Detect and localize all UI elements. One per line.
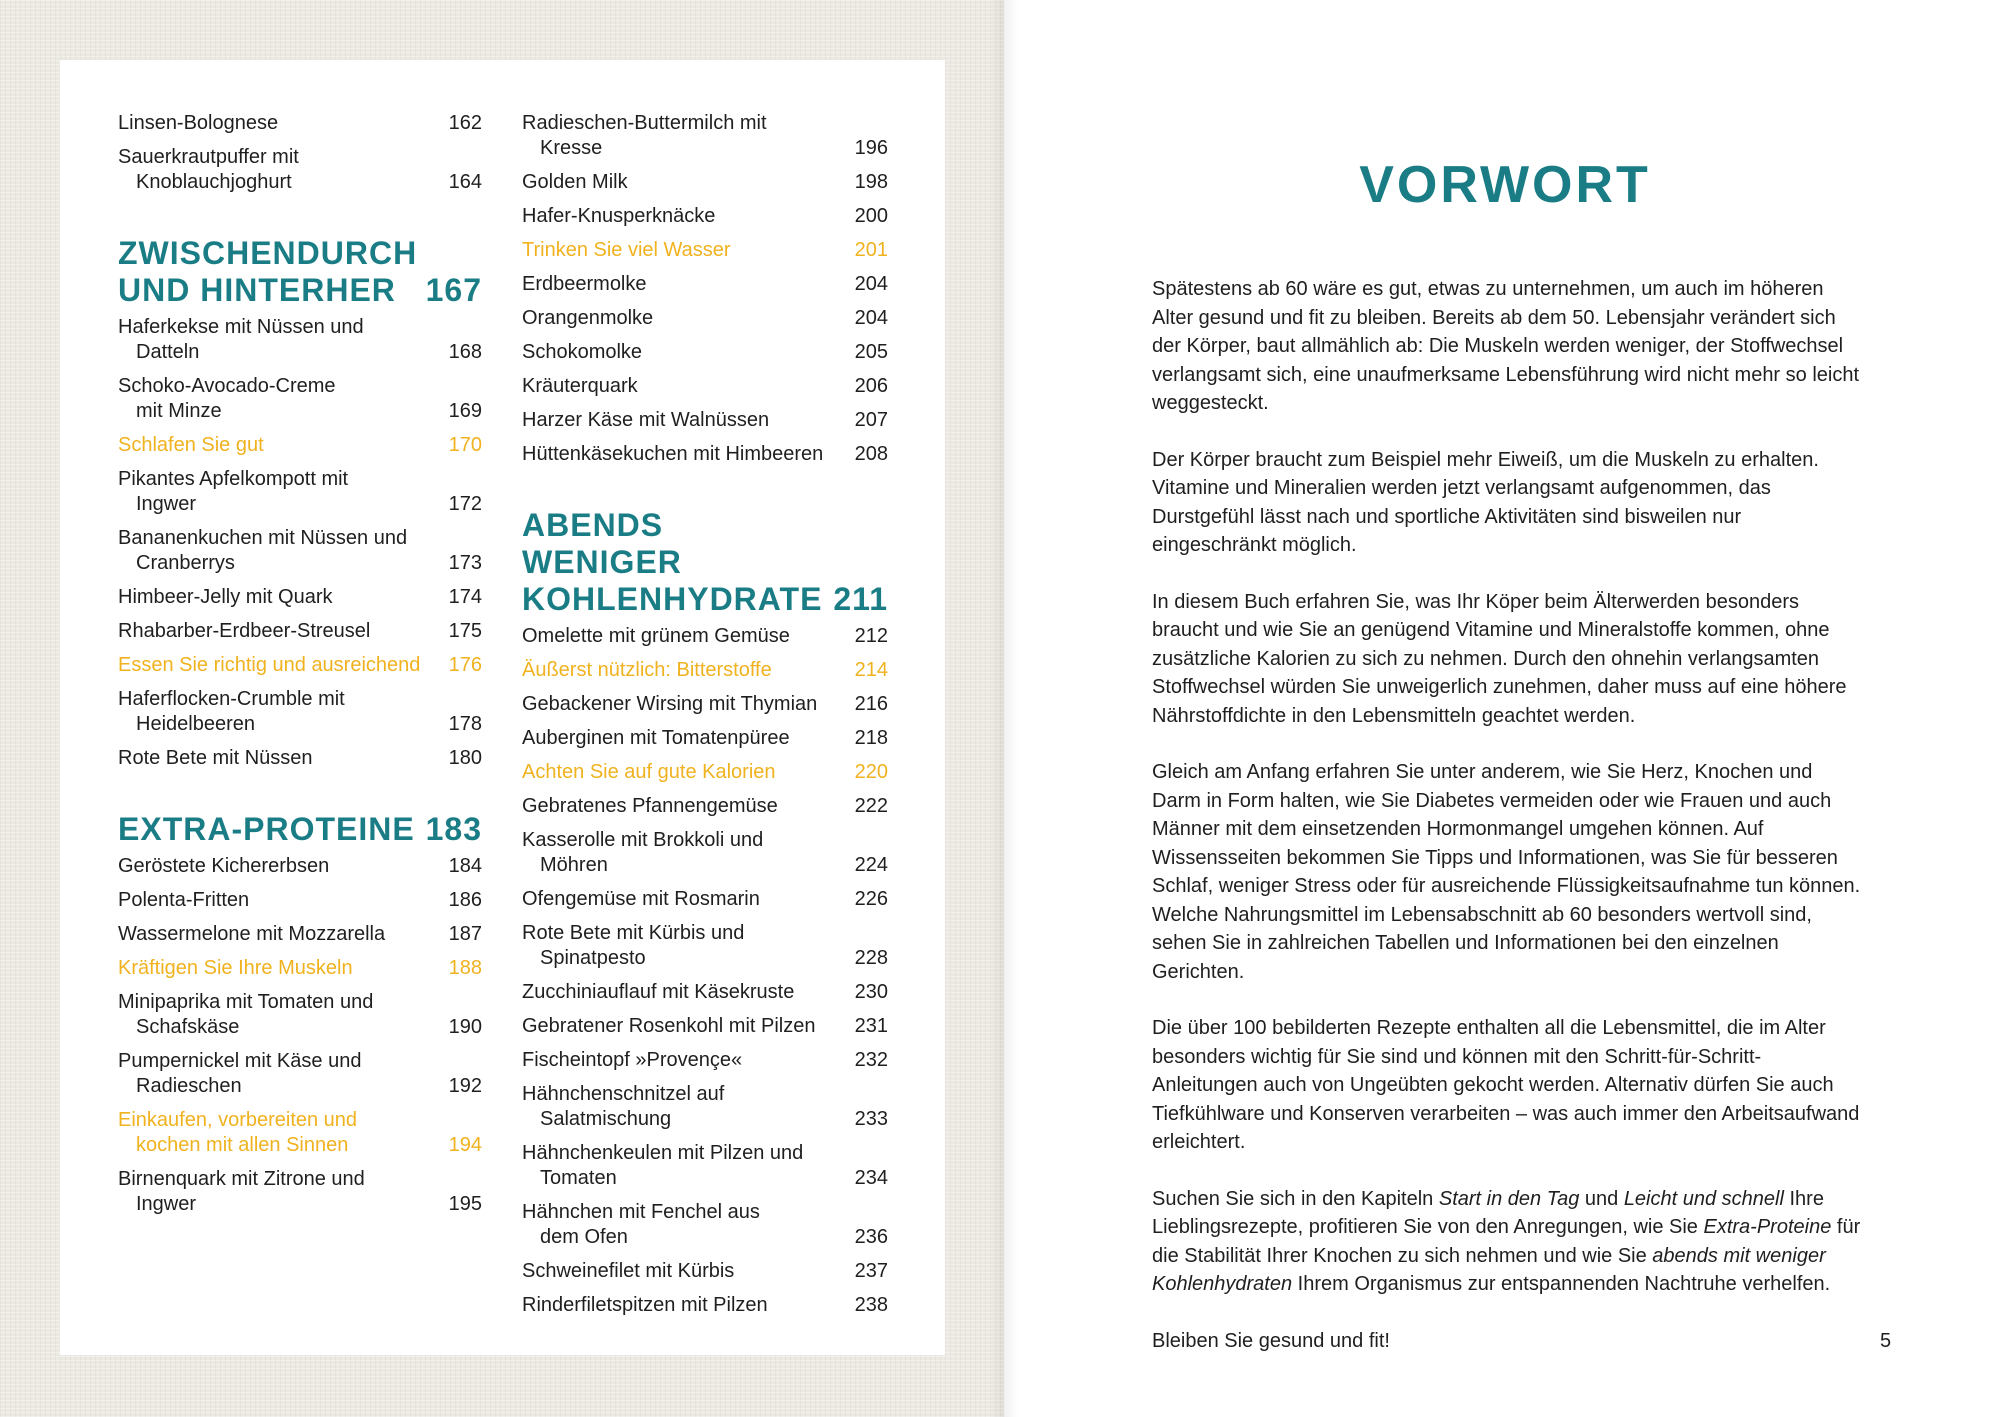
toc-entry-title-line: Orangenmolke: [522, 307, 654, 329]
toc-recipe-entry: [522, 921, 888, 971]
toc-recipe-entry: [522, 408, 888, 433]
toc-page-number: 195: [448, 1193, 482, 1215]
toc-info-entry: [522, 658, 888, 683]
toc-entry-title: [522, 204, 836, 229]
toc-page-number: 214: [854, 659, 888, 681]
toc-entry-title: [522, 374, 836, 399]
toc-info-entry: [522, 238, 888, 263]
toc-section-heading: [118, 235, 482, 309]
foreword-text: In diesem Buch erfahren Sie, was Ihr Köper beim Älterwerden besonders braucht und wie Sie an genügend Vitamine und Mineralstoffe kommen, ohne zusätzliche Kalorien zu sich zu nehmen. Durch den ohnehin verlangsamten Stoffwechsel würden Sie unweigerlich zunehmen, daher muss auf eine höhere Nährstoffdichte in den Lebensmitteln geachtet werden.: [1152, 590, 1847, 727]
toc-recipe-entry: [522, 887, 888, 912]
foreword-emphasis: Start in den Tag: [1438, 1187, 1580, 1210]
toc-entry-title-line: Kresse: [540, 137, 603, 159]
toc-entry-title-line: Gebratener Rosenkohl mit Pilzen: [522, 1015, 816, 1037]
toc-page-number: 169: [448, 400, 482, 422]
toc-entry-title-line: Hähnchenschnitzel auf: [522, 1083, 725, 1105]
toc-entry-title-line: Erdbeermolke: [522, 273, 647, 295]
toc-recipe-entry: [522, 374, 888, 399]
toc-entry-title-line: Rote Bete mit Nüssen: [118, 747, 313, 769]
toc-entry-title: [118, 619, 430, 644]
toc-page-number: 170: [448, 434, 482, 456]
toc-recipe-entry: [522, 111, 888, 161]
foreword-text: Ihre Lieblingsrezepte, profitieren Sie von den Anregungen, wie Sie: [1152, 1187, 1824, 1238]
toc-page-number: 220: [854, 761, 888, 783]
foreword-emphasis: abends mit weniger Kohlenhydraten: [1152, 1244, 1826, 1295]
toc-entry-title: [522, 1014, 836, 1039]
toc-entry-title: [522, 442, 836, 467]
toc-recipe-entry: [118, 854, 482, 879]
toc-entry-title: [522, 658, 836, 683]
toc-entry-title-line: Schokomolke: [522, 341, 643, 363]
toc-entry-title: [118, 235, 418, 309]
foreword-text: Der Körper braucht zum Beispiel mehr Eiweiß, um die Muskeln zu erhalten. Vitamine und Mineralien werden jetzt verlangsamt aufgenommen, das Durstgefühl lässt nach und sportliche Aktivitäten sind bisweilen nur eingeschränkt möglich.: [1152, 448, 1819, 556]
toc-entry-title-line: Heidelbeeren: [136, 713, 255, 735]
toc-recipe-entry: [522, 692, 888, 717]
toc-page-number: 233: [854, 1108, 888, 1130]
toc-recipe-entry: [118, 990, 482, 1040]
foreword-text: für die Stabilität Ihrer Knochen zu sich nehmen und wie Sie: [1152, 1216, 1861, 1267]
toc-page-number: 184: [448, 855, 482, 877]
toc-info-entry: [118, 1108, 482, 1158]
toc-entry-title: [118, 467, 430, 517]
toc-entry-title: [118, 811, 418, 848]
toc-recipe-entry: [118, 145, 482, 195]
toc-page-number: 200: [854, 205, 888, 227]
toc-page-number: 183: [425, 811, 482, 847]
toc-page-number: 175: [448, 620, 482, 642]
toc-page-number: 234: [854, 1167, 888, 1189]
toc-entry-title-line: Auberginen mit Tomatenpüree: [522, 727, 790, 749]
toc-entry-title-line: Rhabarber-Erdbeer-Streusel: [118, 620, 371, 642]
toc-entry-title-line: Trinken Sie viel Wasser: [522, 239, 731, 261]
toc-entry-title: [522, 1048, 836, 1073]
toc-entry-title-line: Knoblauchjoghurt: [136, 171, 292, 193]
toc-info-entry: [118, 653, 482, 678]
foreword-paragraph: [1152, 1185, 1862, 1299]
toc-entry-title-line: Rote Bete mit Kürbis und: [522, 922, 745, 944]
toc-recipe-entry: [118, 1167, 482, 1217]
toc-entry-title: [522, 760, 836, 785]
foreword-emphasis: Extra-Proteine: [1703, 1216, 1832, 1238]
toc-recipe-entry: [522, 1293, 888, 1318]
toc-recipe-entry: [118, 687, 482, 737]
toc-entry-title-line: ABENDS WENIGER: [522, 507, 682, 580]
toc-info-entry: [118, 433, 482, 458]
toc-entry-title: [522, 507, 824, 618]
toc-entry-title: [522, 1200, 836, 1250]
toc-recipe-entry: [118, 619, 482, 644]
toc-page-number: 164: [448, 171, 482, 193]
toc-page-number: 188: [448, 957, 482, 979]
toc-entry-title-line: Schlafen Sie gut: [118, 434, 264, 456]
toc-entry-title-line: Wassermelone mit Mozzarella: [118, 923, 386, 945]
toc-entry-title-line: Polenta-Fritten: [118, 889, 250, 911]
toc-entry-title: [522, 794, 836, 819]
toc-entry-title: [522, 692, 836, 717]
toc-entry-title: [118, 374, 430, 424]
toc-entry-title-line: Ingwer: [136, 493, 197, 515]
toc-entry-title-line: Äußerst nützlich: Bitterstoffe: [522, 659, 772, 681]
toc-page-number: 190: [448, 1016, 482, 1038]
toc-entry-title: [522, 272, 836, 297]
toc-entry-title-line: Golden Milk: [522, 171, 628, 193]
toc-entry-title-line: Schoko-Avocado-Creme: [118, 375, 336, 397]
toc-entry-title-line: Radieschen-Buttermilch mit: [522, 112, 767, 134]
foreword-paragraph: [1152, 1327, 1862, 1356]
toc-entry-title: [118, 990, 430, 1040]
toc-recipe-entry: [118, 1049, 482, 1099]
toc-entry-title-line: Hähnchenkeulen mit Pilzen und: [522, 1142, 804, 1164]
toc-recipe-entry: [522, 170, 888, 195]
toc-entry-title-line: Minipaprika mit Tomaten und: [118, 991, 374, 1013]
toc-entry-title: [118, 433, 430, 458]
toc-entry-title-line: Himbeer-Jelly mit Quark: [118, 586, 333, 608]
toc-entry-title-line: Einkaufen, vorbereiten und: [118, 1109, 358, 1131]
toc-entry-title-line: Pumpernickel mit Käse und: [118, 1050, 362, 1072]
toc-entry-title-line: KOHLENHYDRATE: [522, 581, 823, 617]
toc-page-number: 198: [854, 171, 888, 193]
toc-entry-title-line: Kasserolle mit Brokkoli und: [522, 829, 764, 851]
toc-recipe-entry: [522, 340, 888, 365]
toc-page-number: 211: [833, 581, 888, 617]
toc-entry-title-line: Haferflocken-Crumble mit: [118, 688, 345, 710]
toc-page-number: 204: [854, 307, 888, 329]
toc-page-number: 238: [854, 1294, 888, 1316]
foreword-text: Suchen Sie sich in den Kapiteln: [1152, 1187, 1439, 1210]
toc-entry-title-line: Ingwer: [136, 1193, 197, 1215]
toc-entry-title-line: Sauerkrautpuffer mit: [118, 146, 299, 168]
toc-recipe-entry: [522, 1014, 888, 1039]
toc-entry-title: [118, 1167, 430, 1217]
toc-recipe-entry: [118, 467, 482, 517]
toc-entry-title: [522, 828, 836, 878]
toc-page-number: 168: [448, 341, 482, 363]
toc-entry-title-line: Kräftigen Sie Ihre Muskeln: [118, 957, 353, 979]
toc-entry-title: [522, 111, 836, 161]
toc-entry-title-line: Gebratenes Pfannengemüse: [522, 795, 778, 817]
toc-page-number: 192: [448, 1075, 482, 1097]
toc-entry-title: [522, 980, 836, 1005]
foreword-paragraph: [1152, 758, 1862, 986]
toc-entry-title: [118, 145, 430, 195]
toc-page-number: 187: [448, 923, 482, 945]
toc-entry-title: [118, 111, 430, 136]
toc-entry-title-line: Rinderfiletspitzen mit Pilzen: [522, 1294, 768, 1316]
toc-page-number: 232: [854, 1049, 888, 1071]
foreword-paragraph: [1152, 446, 1862, 560]
toc-entry-title: [118, 687, 430, 737]
toc-page-number: 224: [854, 854, 888, 876]
foreword-paragraph: [1152, 275, 1862, 418]
toc-page-number: 207: [854, 409, 888, 431]
toc-recipe-entry: [522, 624, 888, 649]
toc-entry-title-line: Kräuterquark: [522, 375, 638, 397]
toc-recipe-entry: [118, 746, 482, 771]
toc-entry-title-line: Möhren: [540, 854, 608, 876]
toc-entry-title: [522, 1259, 836, 1284]
toc-entry-title-line: Radieschen: [136, 1075, 242, 1097]
toc-entry-title-line: kochen mit allen Sinnen: [136, 1134, 349, 1156]
foreword-title: VORWORT: [1359, 156, 1651, 214]
toc-entry-title-line: Bananenkuchen mit Nüssen und: [118, 527, 408, 549]
toc-entry-title: [522, 624, 836, 649]
toc-page-number: 167: [425, 272, 482, 308]
toc-recipe-entry: [118, 888, 482, 913]
foreword-text: Bleiben Sie gesund und fit!: [1152, 1329, 1390, 1352]
toc-entry-title-line: Harzer Käse mit Walnüssen: [522, 409, 770, 431]
toc-page-number: 174: [448, 586, 482, 608]
toc-recipe-entry: [118, 922, 482, 947]
toc-page-number: 231: [854, 1015, 888, 1037]
foreword-paragraph: [1152, 588, 1862, 731]
toc-page-number: 204: [854, 273, 888, 295]
toc-recipe-entry: [118, 585, 482, 610]
toc-recipe-entry: [522, 828, 888, 878]
toc-entry-title: [522, 726, 836, 751]
toc-entry-title: [118, 922, 430, 947]
toc-entry-title-line: Schweinefilet mit Kürbis: [522, 1260, 735, 1282]
toc-entry-title-line: Hüttenkäsekuchen mit Himbeeren: [522, 443, 824, 465]
toc-page-number: 176: [448, 654, 482, 676]
toc-entry-title-line: Omelette mit grünem Gemüse: [522, 625, 790, 647]
toc-page-number: 162: [448, 112, 482, 134]
toc-page-number: 222: [854, 795, 888, 817]
toc-entry-title: [522, 170, 836, 195]
toc-entry-title: [522, 1293, 836, 1318]
toc-section-heading: [118, 811, 482, 848]
toc-page-number: 172: [448, 493, 482, 515]
toc-entry-title-line: dem Ofen: [540, 1226, 628, 1248]
toc-recipe-entry: [118, 526, 482, 576]
toc-page-number: 194: [448, 1134, 482, 1156]
toc-entry-title-line: Achten Sie auf gute Kalorien: [522, 761, 776, 783]
toc-entry-title: [522, 887, 836, 912]
toc-section-heading: [522, 507, 888, 618]
toc-recipe-entry: [522, 1048, 888, 1073]
toc-entry-title: [522, 238, 836, 263]
toc-entry-title-line: Spinatpesto: [540, 947, 646, 969]
toc-recipe-entry: [522, 1141, 888, 1191]
toc-entry-title: [522, 1141, 836, 1191]
toc-entry-title: [118, 1108, 430, 1158]
toc-page-number: 178: [448, 713, 482, 735]
foreword-text: Spätestens ab 60 wäre es gut, etwas zu unternehmen, um auch im höheren Alter gesund und fit zu bleiben. Bereits ab dem 50. Lebensjahr verändert sich der Körper, baut allmählich ab: Die Muskeln werden weniger, der Stoffwechsel verlangsamt sich, eine unaufmerksame Lebensführung wird nicht mehr so leicht weggesteckt.: [1152, 278, 1860, 414]
toc-entry-title-line: Ofengemüse mit Rosmarin: [522, 888, 760, 910]
toc-entry-title: [522, 408, 836, 433]
toc-entry-title: [118, 956, 430, 981]
foreword-body: [1152, 275, 1862, 1383]
toc-column-left: [118, 111, 482, 1226]
toc-entry-title-line: Geröstete Kichererbsen: [118, 855, 330, 877]
toc-recipe-entry: [522, 1200, 888, 1250]
foreword-text: Gleich am Anfang erfahren Sie unter anderem, wie Sie Herz, Knochen und Darm in Form halten, wie Sie Diabetes vermeiden oder wie Frauen und auch Männer mit dem einsetzenden Hormonmangel umgehen können. Auf Wissensseiten bekommen Sie Tipps und Informationen, was Sie für besseren Schlaf, weniger Stress oder für ausreichende Flüssigkeitsaufnahme tun können. Welche Nahrungsmittel im Lebensabschnitt ab 60 besonders wertvoll sind, sehen Sie in zahlreichen Tabellen und Informationen bei den einzelnen Gerichten.: [1152, 761, 1861, 983]
toc-entry-title: [118, 854, 430, 879]
toc-page-number: 201: [854, 239, 888, 261]
toc-recipe-entry: [522, 442, 888, 467]
toc-entry-title: [118, 315, 430, 365]
toc-entry-title-line: Fischeintopf »Provençe«: [522, 1049, 743, 1071]
toc-entry-title: [118, 585, 430, 610]
toc-info-entry: [118, 956, 482, 981]
toc-entry-title-line: Hähnchen mit Fenchel aus: [522, 1201, 760, 1223]
toc-recipe-entry: [522, 980, 888, 1005]
toc-page-number: 228: [854, 947, 888, 969]
toc-entry-title: [522, 306, 836, 331]
toc-entry-title-line: Essen Sie richtig und ausreichend: [118, 654, 421, 676]
toc-entry-title-line: mit Minze: [136, 400, 222, 422]
toc-entry-title-line: Haferkekse mit Nüssen und: [118, 316, 364, 338]
foreword-emphasis: Leicht und schnell: [1623, 1187, 1784, 1210]
toc-page-number: 186: [448, 889, 482, 911]
toc-entry-title-line: EXTRA-PROTEINE: [118, 811, 415, 847]
toc-recipe-entry: [118, 374, 482, 424]
toc-recipe-entry: [522, 272, 888, 297]
toc-entry-title-line: Gebackener Wirsing mit Thymian: [522, 693, 818, 715]
toc-entry-title-line: Datteln: [136, 341, 200, 363]
toc-entry-title: [118, 888, 430, 913]
toc-entry-title-line: Linsen-Bolognese: [118, 112, 279, 134]
toc-recipe-entry: [522, 1082, 888, 1132]
toc-entry-title-line: ZWISCHENDURCH: [118, 235, 418, 271]
toc-recipe-entry: [522, 306, 888, 331]
toc-entry-title-line: Schafskäse: [136, 1016, 240, 1038]
toc-recipe-entry: [118, 315, 482, 365]
toc-entry-title-line: Salatmischung: [540, 1108, 672, 1130]
toc-entry-title: [118, 746, 430, 771]
foreword-paragraph: [1152, 1014, 1862, 1157]
toc-page-number: 216: [854, 693, 888, 715]
toc-entry-title-line: Zucchiniauflauf mit Käsekruste: [522, 981, 795, 1003]
toc-page-number: 230: [854, 981, 888, 1003]
toc-entry-title: [118, 526, 430, 576]
toc-info-entry: [522, 760, 888, 785]
toc-page-number: 196: [854, 137, 888, 159]
toc-recipe-entry: [522, 1259, 888, 1284]
foreword-text: Ihrem Organismus zur entspannenden Nachtruhe verhelfen.: [1292, 1273, 1831, 1295]
toc-entry-title: [522, 921, 836, 971]
toc-entry-title-line: Pikantes Apfelkompott mit: [118, 468, 349, 490]
toc-entry-title-line: Birnenquark mit Zitrone und: [118, 1168, 365, 1190]
toc-page-number: 205: [854, 341, 888, 363]
toc-page-number: 206: [854, 375, 888, 397]
toc-page-number: 180: [448, 747, 482, 769]
toc-recipe-entry: [522, 726, 888, 751]
toc-entry-title-line: UND HINTERHER: [118, 272, 396, 308]
toc-column-right: [522, 111, 888, 1327]
toc-page-number: 212: [854, 625, 888, 647]
toc-page-number: 237: [854, 1260, 888, 1282]
foreword-text: Die über 100 bebilderten Rezepte enthalten all die Lebensmittel, die im Alter besonders wichtig für Sie sind und können mit den Schritt-für-Schritt-Anleitungen auch von Ungeübten gekocht werden. Alternativ dürfen Sie auch Tiefkühlware und Konserven verarbeiten – was auch immer den Arbeitsaufwand erleichtert.: [1152, 1017, 1860, 1153]
toc-page-number: 218: [854, 727, 888, 749]
toc-page-number: 236: [854, 1226, 888, 1248]
toc-entry-title: [522, 340, 836, 365]
toc-entry-title-line: Cranberrys: [136, 552, 235, 574]
toc-entry-title: [118, 1049, 430, 1099]
toc-recipe-entry: [118, 111, 482, 136]
toc-page-number: 208: [854, 443, 888, 465]
toc-entry-title: [522, 1082, 836, 1132]
toc-recipe-entry: [522, 794, 888, 819]
foreword-text: und: [1579, 1187, 1624, 1210]
toc-entry-title-line: Hafer-Knusperknäcke: [522, 205, 716, 227]
toc-recipe-entry: [522, 204, 888, 229]
toc-entry-title-line: Tomaten: [540, 1167, 617, 1189]
toc-entry-title: [118, 653, 430, 678]
page-number: 5: [1880, 1330, 1892, 1352]
toc-page-number: 226: [854, 888, 888, 910]
toc-page-number: 173: [448, 552, 482, 574]
book-gutter: [990, 0, 1018, 1417]
